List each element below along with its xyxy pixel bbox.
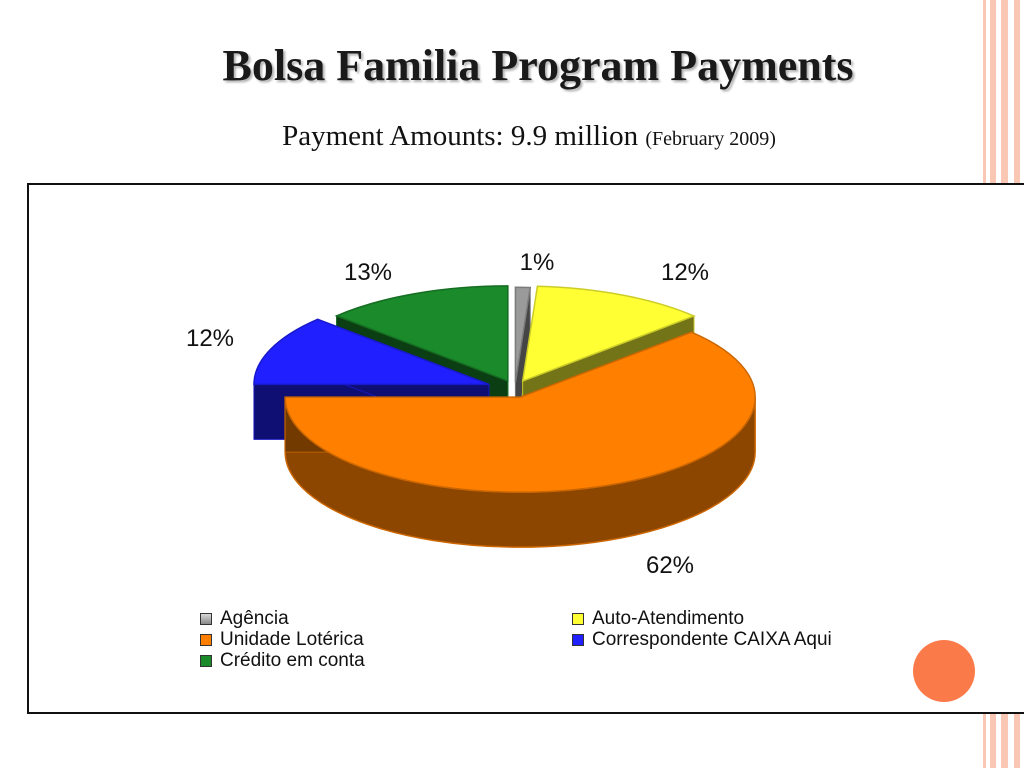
subtitle-main: Payment Amounts: 9.9 million xyxy=(282,120,639,152)
data-label-cr-dito-em-conta: 13% xyxy=(343,259,393,286)
legend-swatch xyxy=(200,613,212,625)
data-label-correspondente-caixa-aqui: 12% xyxy=(185,325,235,352)
data-label-ag-ncia: 1% xyxy=(519,249,555,276)
legend-item-unidade-loterica xyxy=(200,629,364,651)
subtitle-date: (February 2009) xyxy=(645,128,776,150)
legend-item-auto-atendimento xyxy=(572,608,744,630)
decorative-dot xyxy=(913,640,975,702)
legend-swatch xyxy=(200,634,212,646)
legend-swatch xyxy=(572,613,584,625)
legend-label: Auto-Atendimento xyxy=(592,608,745,629)
legend-label: Agência xyxy=(220,608,289,629)
legend-item-credito-em-conta xyxy=(200,650,365,672)
legend-label: Correspondente CAIXA Aqui xyxy=(592,629,832,650)
legend-item-correspondente-caixa xyxy=(572,629,832,651)
slide-title: Bolsa Familia Program Payments xyxy=(222,41,854,90)
legend-swatch xyxy=(200,655,212,667)
legend-item-agencia xyxy=(200,608,289,630)
legend-label: Unidade Lotérica xyxy=(220,629,364,650)
legend-swatch xyxy=(572,634,584,646)
data-label-auto-atendimento: 12% xyxy=(660,259,710,286)
data-label-unidade-lot-rica: 62% xyxy=(645,552,695,579)
legend-label: Crédito em conta xyxy=(220,650,365,671)
